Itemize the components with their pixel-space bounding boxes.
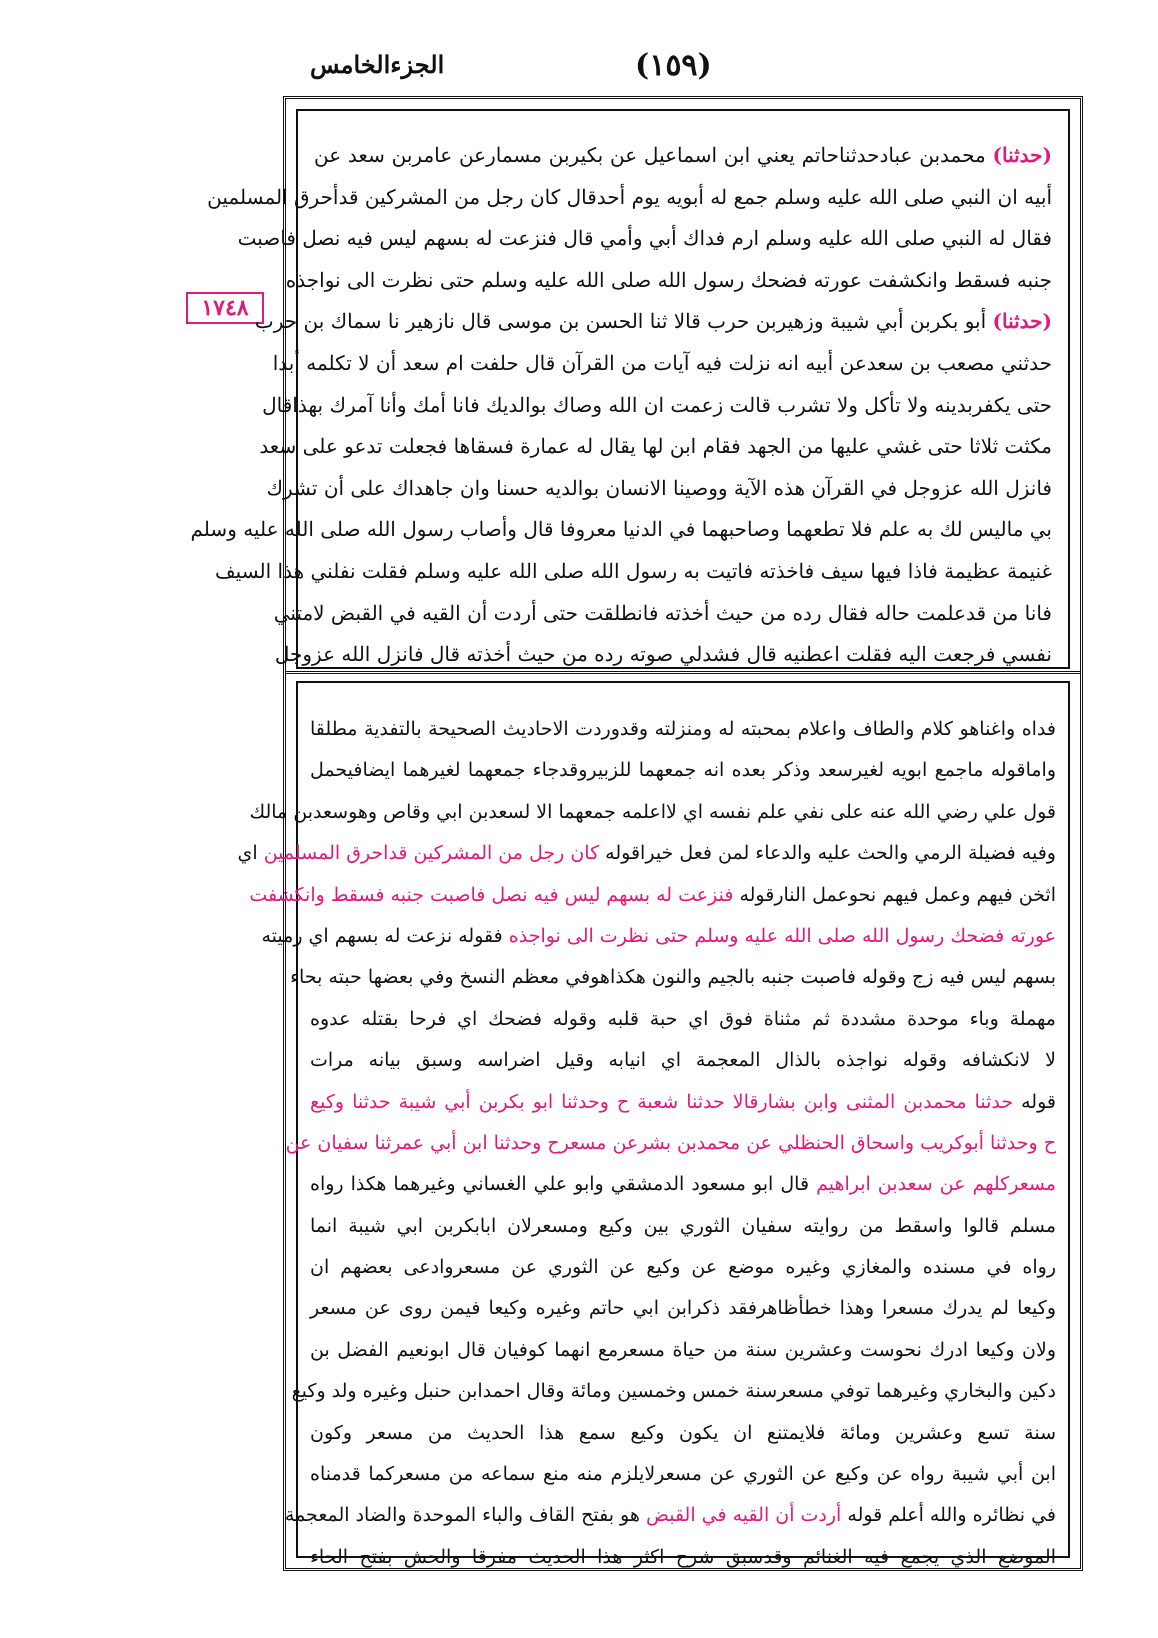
main-text: حدثني مصعب بن سعدعن أبيه انه نزلت فيه آيات من القرآن قال حلفت ام سعد أن لا تكلمه أبدا	[272, 350, 1052, 375]
commentary-text: مهملة وباء موحدة مشددة ثم مثناة فوق اي حبة قلبه وقوله فضحك اي فرحا بقتله عدوه	[310, 1007, 1056, 1030]
main-text: حتى يكفربدينه ولا تأكل ولا تشرب قالت زعمت ان الله وصاك بوالديك فانا أمك وأنا آمرك بهذاقال	[262, 392, 1052, 417]
commentary-line	[310, 1164, 1056, 1205]
commentary-line	[310, 999, 1056, 1040]
main-text: فقال له النبي صلى الله عليه وسلم ارم فداك أبي وأمي قال فنزعت له بسهم ليس فيه نصل فاصبت	[237, 226, 1052, 251]
main-text-line	[207, 177, 1052, 219]
main-text: أبو بكربن أبي شيبة وزهيربن حرب قالا ثنا الحسن بن موسى قال نازهير نا سماك بن حرب	[254, 309, 987, 334]
main-text: مكثت ثلاثا حتى غشي عليها من الجهد فقام ابن لها يقال له عمارة فسقاها فجعلت تدعو على سعد	[259, 434, 1052, 459]
commentary-text: ولان وكيعا ادرك نحوست وعشرين سنة من حياة مسعرمع انهما كوفيان قال ابونعيم الفضل بن	[310, 1338, 1056, 1361]
main-text-line	[285, 260, 1052, 302]
quoted-hadith-text: مسعركلهم عن سعدبن ابراهيم	[816, 1173, 1056, 1196]
commentary-line	[310, 1454, 1056, 1495]
quoted-hadith-text: عورته فضحك رسول الله صلى الله عليه وسلم حتى نظرت الى نواجذه	[508, 924, 1056, 947]
commentary-line	[310, 1040, 1056, 1081]
main-text: فانا من قدعلمت حاله فقال رده من حيث أخذته فانطلقت حتى أردت أن القيه في القبض لامتني	[273, 600, 1052, 625]
commentary-text: اثخن فيهم وعمل فيهم نحوعمل النارقوله	[733, 883, 1056, 906]
commentary-text: بسهم ليس فيه زج وقوله فاصبت جنبه بالجيم والنون هكذاهوفي معظم النسخ وفي بعضها حبته بحاء	[290, 966, 1056, 989]
hadith-number-badge: ١٧٤٨	[186, 292, 264, 324]
main-text: غنيمة عظيمة فاذا فيها سيف فاخذته فاتيت به رسول الله صلى الله عليه وسلم فقلت نفلني هذا السيف	[214, 558, 1052, 583]
page-number: (١٥٩)	[635, 48, 712, 83]
commentary-line	[310, 1537, 1056, 1578]
commentary-text: الموضع الذي يجمع فيه الغنائم وقدسبق شرح اكثر هذا الحديث مفرقا والحش بفتح الحاء	[310, 1545, 1056, 1568]
main-text-line	[272, 343, 1052, 385]
commentary-line	[291, 1371, 1056, 1412]
hadith-label: (حدثنا)	[992, 143, 1052, 167]
commentary-text: مسلم قالوا واسقط من روايته سفيان الثوري بين وكيع ومسعرلان ابابكربن ابي شيبة انما	[310, 1214, 1056, 1237]
main-text-line	[266, 468, 1052, 510]
quoted-hadith-text: كان رجل من المشركين قداحرق المسلمين	[263, 842, 600, 865]
commentary-text: في نظائره والله أعلم قوله	[841, 1504, 1056, 1527]
main-text-line	[274, 634, 1052, 676]
commentary-line	[310, 1330, 1056, 1371]
commentary-text: اي	[237, 842, 264, 865]
hadith-label: (حدثنا)	[992, 309, 1052, 334]
commentary-line	[290, 957, 1056, 998]
commentary-line	[249, 875, 1056, 916]
commentary-line	[310, 709, 1056, 750]
main-text-line	[273, 593, 1052, 635]
main-text-line	[254, 301, 1052, 343]
main-text: فانزل الله عزوجل في القرآن هذه الآية ووصينا الانسان بوالديه حسنا وان جاهداك على أن تشرك	[266, 475, 1052, 500]
commentary-box	[237, 681, 1070, 1568]
commentary-text: رواه في مسنده والمغازي وغيره موضع عن وكيع عن الثوري عن مسعروادعى بعضهم ان	[310, 1256, 1056, 1279]
main-text-line	[314, 135, 1052, 177]
commentary-line	[310, 1413, 1056, 1454]
commentary-text: قوله	[1013, 1090, 1056, 1113]
commentary-line	[237, 833, 1056, 874]
main-text-line	[214, 551, 1052, 593]
main-text: أبيه ان النبي صلى الله عليه وسلم جمع له أبويه يوم أحدقال كان رجل من المشركين قدأحرق المسلمين	[207, 184, 1052, 209]
commentary-text: سنة تسع وعشرين ومائة فلايمتنع ان يكون وكيع سمع هذا الحديث من مسعر وكون	[310, 1421, 1056, 1444]
commentary-line	[310, 1288, 1056, 1329]
commentary-text: قال ابو مسعود الدمشقي وابو علي الغساني وغيرهما هكذا رواه	[310, 1173, 817, 1196]
main-text: بي ماليس لك به علم فلا تطعهما وصاحبهما في الدنيا معروفا قال وأصاب رسول الله صلى الله عليه وسلم	[190, 517, 1052, 542]
commentary-text: فداه واغناهو كلام والطاف واعلام بمحبته له ومنزلته وقدوردت الاحاديث الصحيحة بالتفدية مطلقا	[310, 718, 1056, 740]
commentary-text: قول علي رضي الله عنه على نفي علم نفسه اي لااعلمه جمعهما الا لسعدبن ابي وقاص وهوسعدبن مالك	[249, 800, 1056, 823]
commentary-line	[284, 1495, 1056, 1536]
main-text-line	[262, 385, 1052, 427]
main-text: جنبه فسقط وانكشفت عورته فضحك رسول الله صلى الله عليه وسلم حتى نظرت الى نواجذه	[285, 267, 1052, 292]
main-text: نفسي فرجعت اليه فقلت اعطنيه قال فشدلي صوته رده من حيث أخذته قال فانزل الله عزوجل	[274, 642, 1052, 667]
commentary-text: فقوله نزعت له بسهم اي رميته	[261, 924, 509, 947]
commentary-line	[310, 1206, 1056, 1247]
commentary-text: هو بفتح القاف والباء الموحدة والضاد المعجمة	[284, 1504, 646, 1527]
commentary-line	[261, 916, 1056, 957]
commentary-line	[310, 1082, 1056, 1123]
main-text-line	[237, 218, 1052, 260]
quoted-hadith-text: ح وحدثنا أبوكريب واسحاق الحنظلي عن محمدبن بشرعن مسعرح وحدثنا ابن أبي عمرثنا سفيان عن	[285, 1131, 1056, 1154]
main-text-line	[259, 426, 1052, 468]
section-divider	[286, 671, 1080, 674]
commentary-line	[310, 750, 1056, 791]
quoted-hadith-text: فنزعت له بسهم ليس فيه نصل فاصبت جنبه فسقط وانكشفت	[249, 883, 734, 906]
page-header	[280, 48, 1080, 88]
quoted-hadith-text: حدثنا محمدبن المثنى وابن بشارقالا حدثنا شعبة ح وحدثنا ابو بكربن أبي شيبة حدثنا وكيع	[310, 1090, 1014, 1113]
commentary-text: ابن أبي شيبة رواه عن وكيع عن الثوري عن مسعرلايلزم منه منع سماعه من مسعركما قدمناه	[310, 1463, 1056, 1486]
main-text: محمدبن عبادحدثناحاتم يعني ابن اسماعيل عن بكيربن مسمارعن عامربن سعد عن	[314, 143, 986, 167]
part-title: الجزءالخامس	[310, 50, 445, 79]
commentary-text: دكين والبخاري وغيرهما توفي مسعرسنة خمس وخمسين ومائة وقال احمدابن حنبل وغيره ولد وكيع	[291, 1380, 1056, 1403]
commentary-line	[310, 1247, 1056, 1288]
commentary-text: وفيه فضيلة الرمي والحث عليه والدعاء لمن فعل خيراقوله	[599, 842, 1056, 865]
quoted-hadith-text: أردت أن القيه في القبض	[645, 1504, 842, 1527]
commentary-line	[249, 792, 1056, 833]
commentary-line	[285, 1123, 1056, 1164]
main-text-line	[190, 509, 1052, 551]
commentary-text: واماقوله ماجمع ابويه لغيرسعد وذكر بعده انه جمعهما للزبيروقدجاء جمعهما لغيرهما ايضافيحمل	[310, 759, 1057, 782]
commentary-text: وكيعا لم يدرك مسعرا وهذا خطأظاهرفقد ذكرابن ابي حاتم وغيره وكيعا فيمن روى عن مسعر	[310, 1297, 1056, 1320]
commentary-text: لا لانكشافه وقوله نواجذه بالذال المعجمة اي انيابه وقيل اضراسه وسبق بيانه مرات	[310, 1049, 1056, 1072]
